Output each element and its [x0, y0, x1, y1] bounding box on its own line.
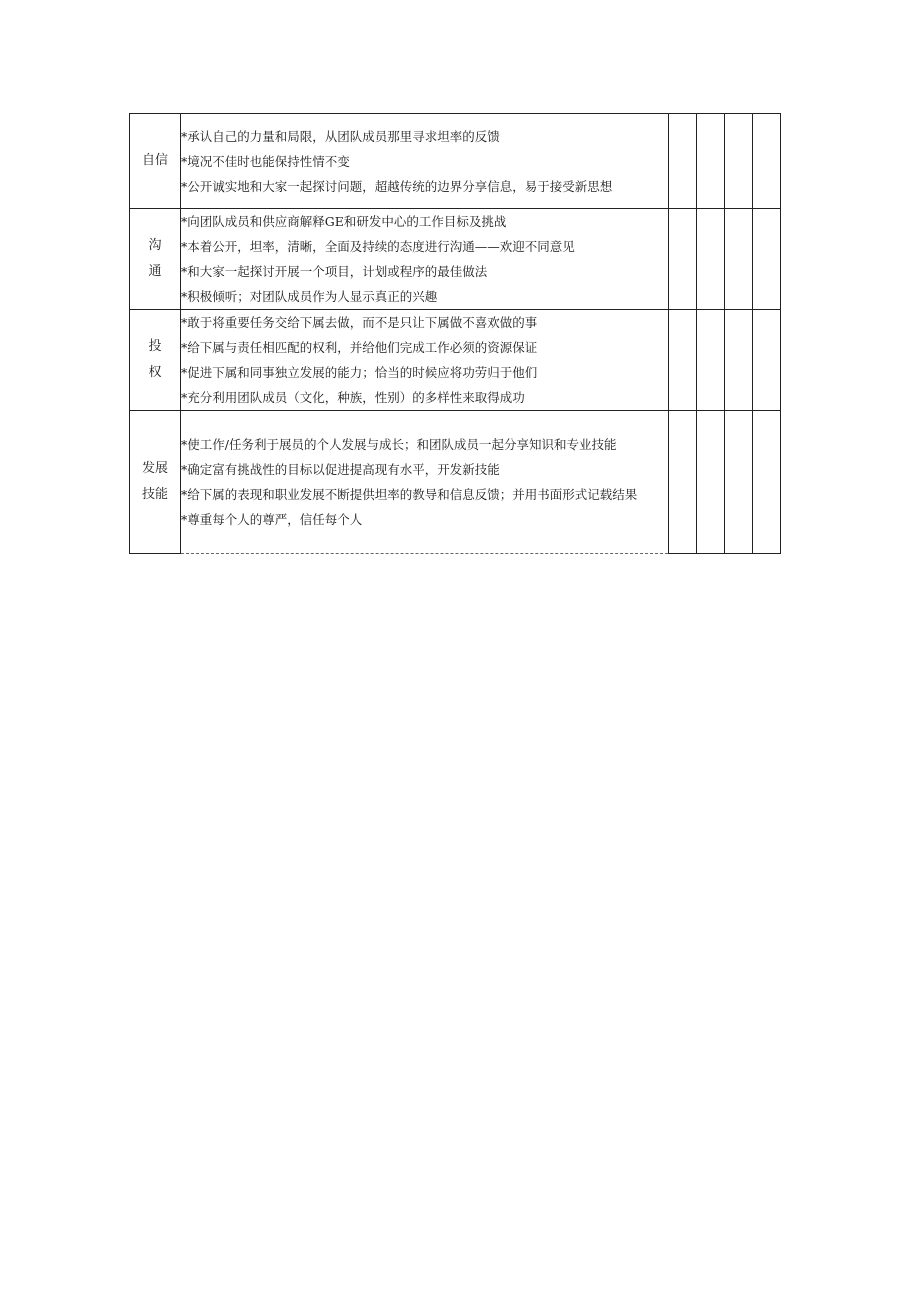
row-development: [130, 411, 781, 554]
rating-cell[interactable]: [697, 209, 725, 310]
category-cell: [130, 310, 181, 411]
item-text: *向团队成员和供应商解释GE和研发中心的工作目标及挑战: [181, 214, 507, 229]
category-cell: [130, 411, 181, 554]
item-text: *敢于将重要任务交给下属去做，而不是只让下属做不喜欢做的事: [181, 315, 538, 330]
category-label: 发展: [141, 461, 168, 476]
category-label: 技能: [141, 487, 168, 502]
category-label: 沟: [148, 238, 162, 253]
row-empowerment: [130, 310, 781, 411]
category-cell: [130, 209, 181, 310]
category-label: 自信: [141, 153, 168, 168]
rating-cell[interactable]: [697, 114, 725, 209]
items-cell: [181, 411, 669, 554]
item-text: *确定富有挑战性的目标以促进提高现有水平，开发新技能: [181, 462, 500, 477]
rating-cell[interactable]: [753, 411, 781, 554]
rating-cell[interactable]: [669, 209, 697, 310]
item-text: *本着公开，坦率，清晰，全面及持续的态度进行沟通——欢迎不同意见: [181, 239, 575, 254]
item-text: *促进下属和同事独立发展的能力；恰当的时候应将功劳归于他们: [181, 365, 538, 380]
competency-table: [129, 113, 781, 554]
item-text: *使工作/任务利于展员的个人发展与成长；和团队成员一起分享知识和专业技能: [181, 437, 617, 452]
rating-cell[interactable]: [725, 114, 753, 209]
rating-cell[interactable]: [753, 114, 781, 209]
rating-cell[interactable]: [725, 310, 753, 411]
rating-cell[interactable]: [697, 411, 725, 554]
category-label: 通: [148, 264, 162, 279]
row-confidence: [130, 114, 781, 209]
item-text: *公开诚实地和大家一起探讨问题，超越传统的边界分享信息，易于接受新思想: [181, 178, 613, 194]
item-text: *充分利用团队成员（文化，种族，性别）的多样性来取得成功: [181, 390, 525, 405]
item-text: *尊重每个人的尊严，信任每个人: [181, 512, 363, 527]
item-text: *承认自己的力量和局限，从团队成员那里寻求坦率的反馈: [181, 128, 500, 144]
category-label: 投: [148, 339, 162, 354]
item-text: *境况不佳时也能保持性情不变: [181, 153, 350, 169]
rating-cell[interactable]: [753, 209, 781, 310]
rating-cell[interactable]: [669, 310, 697, 411]
item-text: *和大家一起探讨开展一个项目，计划或程序的最佳做法: [181, 264, 488, 279]
rating-cell[interactable]: [669, 114, 697, 209]
rating-cell[interactable]: [753, 310, 781, 411]
category-cell: [130, 114, 181, 209]
items-cell: [181, 209, 669, 310]
category-label: 权: [148, 365, 162, 380]
item-text: *积极倾听；对团队成员作为人显示真正的兴趣: [181, 289, 438, 304]
row-communication: [130, 209, 781, 310]
rating-cell[interactable]: [669, 411, 697, 554]
item-text: *给下属与责任相匹配的权利，并给他们完成工作必须的资源保证: [181, 340, 538, 355]
rating-cell[interactable]: [697, 310, 725, 411]
items-cell: [181, 310, 669, 411]
items-cell: [181, 114, 669, 209]
rating-cell[interactable]: [725, 411, 753, 554]
item-text: *给下属的表现和职业发展不断提供坦率的教导和信息反馈；并用书面形式记载结果: [181, 487, 638, 502]
rating-cell[interactable]: [725, 209, 753, 310]
